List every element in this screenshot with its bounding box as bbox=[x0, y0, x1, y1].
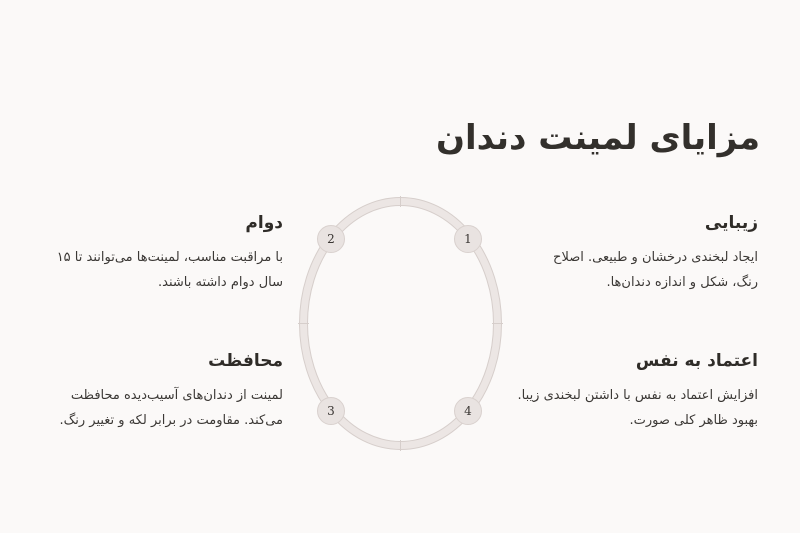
benefit-heading: دوام bbox=[245, 213, 283, 233]
page-title: مزایای لمینت دندان bbox=[435, 118, 760, 158]
benefit-text: لمینت از دندان‌های آسیب‌دیده محافظت می‌کند. مقاومت در برابر لکه و تغییر رنگ. bbox=[59, 388, 283, 428]
step-badge-4: 4 bbox=[454, 397, 482, 425]
benefit-confidence bbox=[508, 351, 758, 433]
benefit-protection bbox=[43, 351, 283, 433]
benefit-durability bbox=[43, 213, 283, 295]
step-badge-2: 2 bbox=[317, 225, 345, 253]
step-badge-3: 3 bbox=[317, 397, 345, 425]
benefit-beauty bbox=[528, 213, 758, 295]
benefit-text: ایجاد لبخندی درخشان و طبیعی. اصلاح رنگ، شکل و اندازه دندان‌ها. bbox=[553, 250, 758, 290]
benefit-heading: اعتماد به نفس bbox=[635, 351, 758, 371]
benefit-text: افزایش اعتماد به نفس با داشتن لبخندی زیبا. بهبود ظاهر کلی صورت. bbox=[517, 388, 758, 428]
benefit-heading: محافظت bbox=[208, 351, 283, 371]
benefit-heading: زیبایی bbox=[704, 213, 758, 233]
benefit-text: با مراقبت مناسب، لمینت‌ها می‌توانند تا ۱۵ سال دوام داشته باشند. bbox=[56, 250, 283, 290]
step-badge-1: 1 bbox=[454, 225, 482, 253]
